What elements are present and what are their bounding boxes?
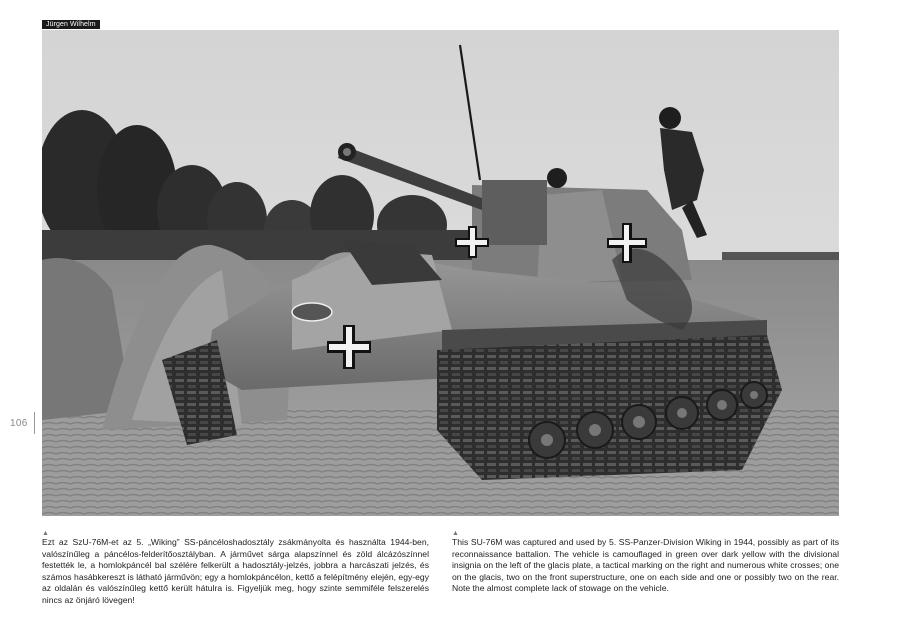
caption-english (452, 530, 839, 595)
triangle-up-icon: ▲ (452, 530, 459, 537)
caption-hungarian-text: Ezt az SzU-76M-et az 5. „Wiking” SS-páncéloshadosztály zsákmányolta és használta 1944-ben, valószínűleg a páncélos-felderítőosztályban. A járművet sárga alapszínnel és zöld álcázószínnel festették le, a homlokpáncél bal szélére felkerült a hadosztály-jelzés, jobbra a harcászati jelzés, és számos hasábkereszt is látható járművön; egy a homlokpáncélon, kettő a felépítmény elején, egy-egy az oldalán és valószínűleg kettő került hátulra is. Figyeljük meg, hogy szinte semmiféle felszerelés nincs az önjáró lövegen! (42, 537, 429, 605)
divisional-insignia (292, 303, 332, 321)
page-number-rule (34, 412, 35, 434)
triangle-up-icon: ▲ (42, 530, 49, 537)
tank-photo (42, 30, 839, 516)
caption-english-text: This SU-76M was captured and used by 5. SS-Panzer-Division Wiking in 1944, possibly as part of its reconnaissance battalion. The vehicle is camouflaged in green over dark yellow with the divisional insignia on the left of the glacis plate, a tactical marking on the right and numerous white crosses; one on the glacis, two on the front superstructure, one on each side and one or possibly two on the rear. Note the almost complete lack of stowage on the vehicle. (452, 537, 839, 594)
page-number: 106 (10, 418, 28, 429)
caption-hungarian (42, 530, 429, 607)
author-tag: Jürgen Wilhelm (42, 20, 100, 29)
